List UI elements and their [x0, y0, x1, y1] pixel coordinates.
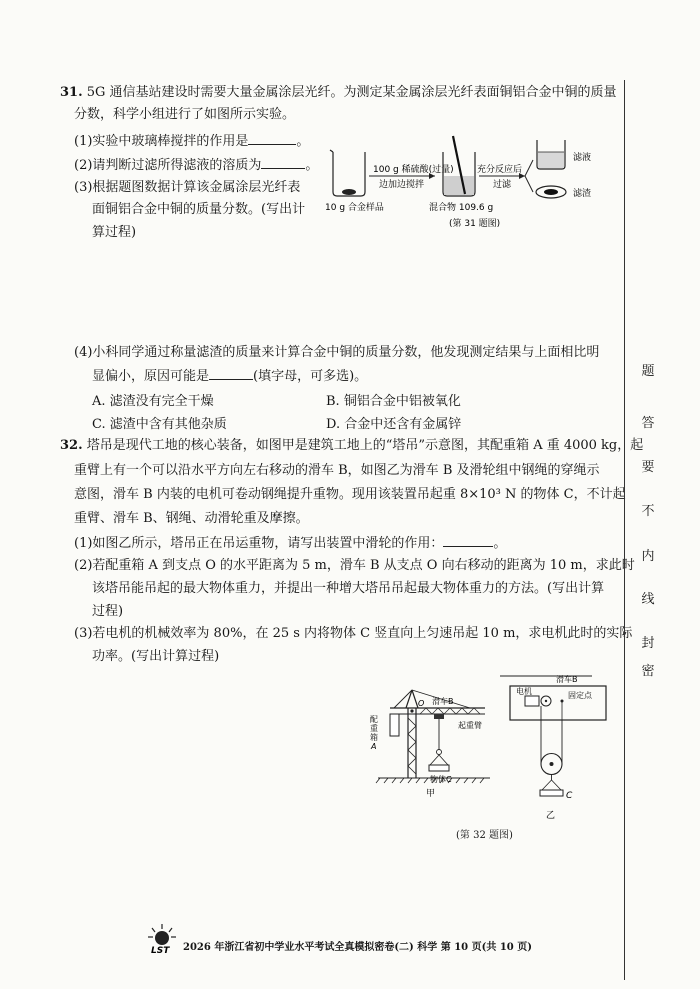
- q31-sub4-line2: 显偏小，原因可能是 (填字母，可多选)。: [92, 366, 367, 386]
- side-char-4: 不: [641, 504, 655, 519]
- q31-sub1-blank[interactable]: [248, 131, 296, 145]
- q32-sub2-line2: 该塔吊能吊起的最大物体重力，并提出一种增大塔吊吊起最大物体重力的方法。(写出计算: [92, 581, 605, 596]
- q31-sub4-line1: (4)小科同学通过称量滤渣的质量来计算合金中铜的质量分数，他发现测定结果与上面相比明: [74, 345, 600, 360]
- trolley-b-label: 滑车B: [556, 675, 578, 684]
- object-label: 物体C: [430, 775, 452, 784]
- q31-option-c[interactable]: C. 滤渣中含有其他杂质: [92, 417, 227, 432]
- motor-label: 电机: [516, 687, 532, 696]
- yi-label: 乙: [546, 811, 556, 821]
- q32-sub1: (1)如图乙所示，塔吊正在吊运重物，请写出装置中滑轮的作用： 。: [74, 533, 506, 553]
- q32-sub1-blank[interactable]: [443, 533, 493, 547]
- beaker-sample-icon: [330, 150, 365, 196]
- q31-figure-caption: (第 31 题图): [449, 219, 501, 229]
- react-label: 充分反应后: [477, 165, 523, 175]
- trolley-label: 滑车B: [432, 697, 454, 706]
- stir-label: 边加边搅拌: [379, 180, 425, 190]
- residue-label: 滤渣: [573, 189, 592, 199]
- q32-sub3-line2: 功率。(写出计算过程): [92, 649, 220, 664]
- q32-stem-line2: 重臂上有一个可以沿水平方向左右移动的滑车 B，如图乙为滑车 B 及滑轮组中钢绳的穿绳示: [74, 463, 600, 478]
- c-label: C: [566, 791, 573, 801]
- side-char-3: 要: [641, 460, 655, 475]
- q31-sub3-line1: (3)根据题图数据计算该金属涂层光纤表: [74, 180, 301, 195]
- q31-figure: [325, 130, 615, 230]
- side-char-2: 答: [641, 416, 655, 431]
- jia-label: 甲: [426, 789, 436, 799]
- q31-option-b[interactable]: B. 铜铝合金中铝被氧化: [326, 394, 461, 409]
- q32-sub2-line1: (2)若配重箱 A 到支点 O 的水平距离为 5 m，滑车 B 从支点 O 向右移动的距离为 10 m，求此时: [74, 558, 635, 573]
- side-char-7: 封: [641, 636, 655, 651]
- q31-option-a[interactable]: A. 滤渣没有完全干燥: [92, 394, 214, 409]
- q32-stem-line1: 32. 塔吊是现代工地的核心装备，如图甲是建筑工地上的“塔吊”示意图，其配重箱 A 重 4000 kg，起: [60, 438, 644, 453]
- q31-option-d[interactable]: D. 合金中还含有金属锌: [326, 417, 462, 432]
- q32-sub3-line1: (3)若电机的机械效率为 80%，在 25 s 内将物体 C 竖直向上匀速吊起 10 m，求电机此时的实际: [74, 626, 633, 641]
- counterweight-char-1: 配: [370, 715, 378, 724]
- mixture-label: 混合物 109.6 g: [429, 203, 494, 213]
- q31-sub3-line2: 面铜铝合金中铜的质量分数。(写出计: [92, 202, 306, 217]
- counterweight-char-3: 箱: [370, 733, 378, 742]
- q32-sub2-line3: 过程): [92, 604, 124, 619]
- residue-dish-icon: [536, 186, 566, 198]
- q32-figure: [360, 668, 622, 828]
- logo-text: LST: [151, 946, 170, 956]
- q31-sub1: (1)实验中玻璃棒搅拌的作用是 。: [74, 131, 309, 151]
- filter-label: 过滤: [493, 180, 512, 190]
- acid-label: 100 g 稀硫酸(过量): [373, 165, 454, 175]
- q31-stem-line1: 31. 5G 通信基站建设时需要大量金属涂层光纤。为测定某金属涂层光纤表面铜铝合金中铜的质量: [60, 85, 617, 100]
- side-char-8: 密: [641, 664, 655, 679]
- counterweight-char-4: A: [371, 742, 377, 751]
- side-char-6: 线: [641, 592, 655, 607]
- q31-stem-line2: 分数，科学小组进行了如图所示实验。: [74, 107, 296, 122]
- fixed-point-label: 固定点: [568, 691, 592, 700]
- publisher-logo-icon: [146, 920, 178, 956]
- pivot-o-label: O: [418, 699, 425, 708]
- q32-number: 32.: [60, 438, 83, 453]
- counterweight-char-2: 重: [370, 724, 378, 733]
- side-char-5: 内: [641, 549, 655, 564]
- sample-label: 10 g 合金样品: [325, 203, 384, 213]
- q31-sub3-line3: 算过程): [92, 225, 137, 240]
- binding-line: [624, 80, 626, 980]
- q32-stem-line3: 意图，滑车 B 内装的电机可卷动钢绳提升重物。现用该装置吊起重 8×10³ N 的物体 C，不计起: [74, 487, 626, 502]
- arm-label: 起重臂: [458, 721, 482, 730]
- q31-number: 31.: [60, 85, 83, 100]
- q32-stem-line4: 重臂、滑车 B、钢绳、动滑轮重及摩擦。: [74, 511, 309, 526]
- filtrate-label: 滤液: [573, 153, 592, 163]
- q31-sub2-blank[interactable]: [261, 155, 305, 169]
- q32-figure-caption: (第 32 题图): [456, 830, 513, 841]
- q31-sub2: (2)请判断过滤所得滤液的溶质为 。: [74, 155, 318, 175]
- q31-sub4-blank[interactable]: [209, 366, 253, 380]
- page-footer: 2026 年浙江省初中学业水平考试全真模拟密卷(二) 科学 第 10 页(共 10 页): [183, 942, 532, 953]
- side-char-1: 题: [641, 364, 655, 379]
- filtrate-beaker-icon: [537, 140, 565, 169]
